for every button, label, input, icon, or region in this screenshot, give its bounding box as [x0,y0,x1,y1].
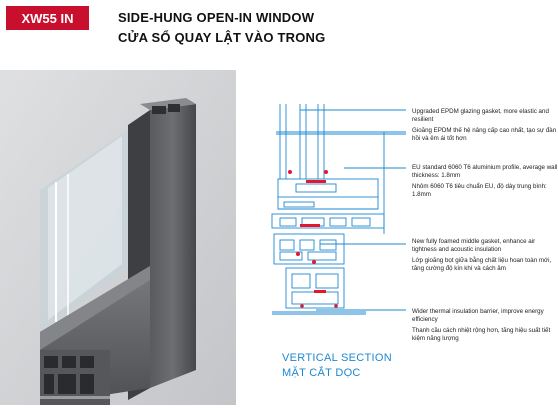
section-caption-vietnamese: MẶT CẮT DỌC [282,367,361,379]
annotation-glazing-gasket [412,108,558,143]
page-title-vietnamese: CỬA SỔ QUAY LẬT VÀO TRONG [118,30,326,45]
annotation-thermal-barrier [412,308,558,343]
window-corner-photo [0,70,236,405]
annotation-glazing-gasket-en: Upgraded EPDM glazing gasket, more elastic and resilient [412,108,549,123]
page-title-english: SIDE-HUNG OPEN-IN WINDOW [118,10,315,25]
annotation-aluminium-profile-vi: Nhôm 6060 T6 tiêu chuẩn EU, độ dày trung bình: 1.8mm [412,183,547,198]
annotation-middle-gasket [412,238,558,273]
annotation-glazing-gasket-vi: Gioăng EPDM thế hệ nâng cấp cao nhất, tạo sự đàn hồi và êm ái tốt hơn [412,127,557,142]
section-caption-english: VERTICAL SECTION [282,352,392,364]
vertical-section-drawing [256,84,416,334]
annotation-thermal-barrier-en: Wider thermal insulation barrier, improve energy efficiency [412,308,544,323]
annotation-aluminium-profile [412,164,558,199]
annotation-middle-gasket-vi: Lớp gioăng bọt giữa bằng chất liệu hoan toàn mới, tăng cường độ kín khí và cách âm [412,257,552,272]
annotation-thermal-barrier-vi: Thanh cầu cách nhiệt rộng hơn, tăng hiệu suất tiết kiệm năng lượng [412,327,551,342]
product-code-badge: XW55 IN [6,6,89,30]
annotation-middle-gasket-en: New fully foamed middle gasket, enhance air tightness and acoustic insulation [412,238,536,253]
annotation-aluminium-profile-en: EU standard 6060 T6 aluminium profile, average wall thickness: 1.8mm [412,164,558,179]
